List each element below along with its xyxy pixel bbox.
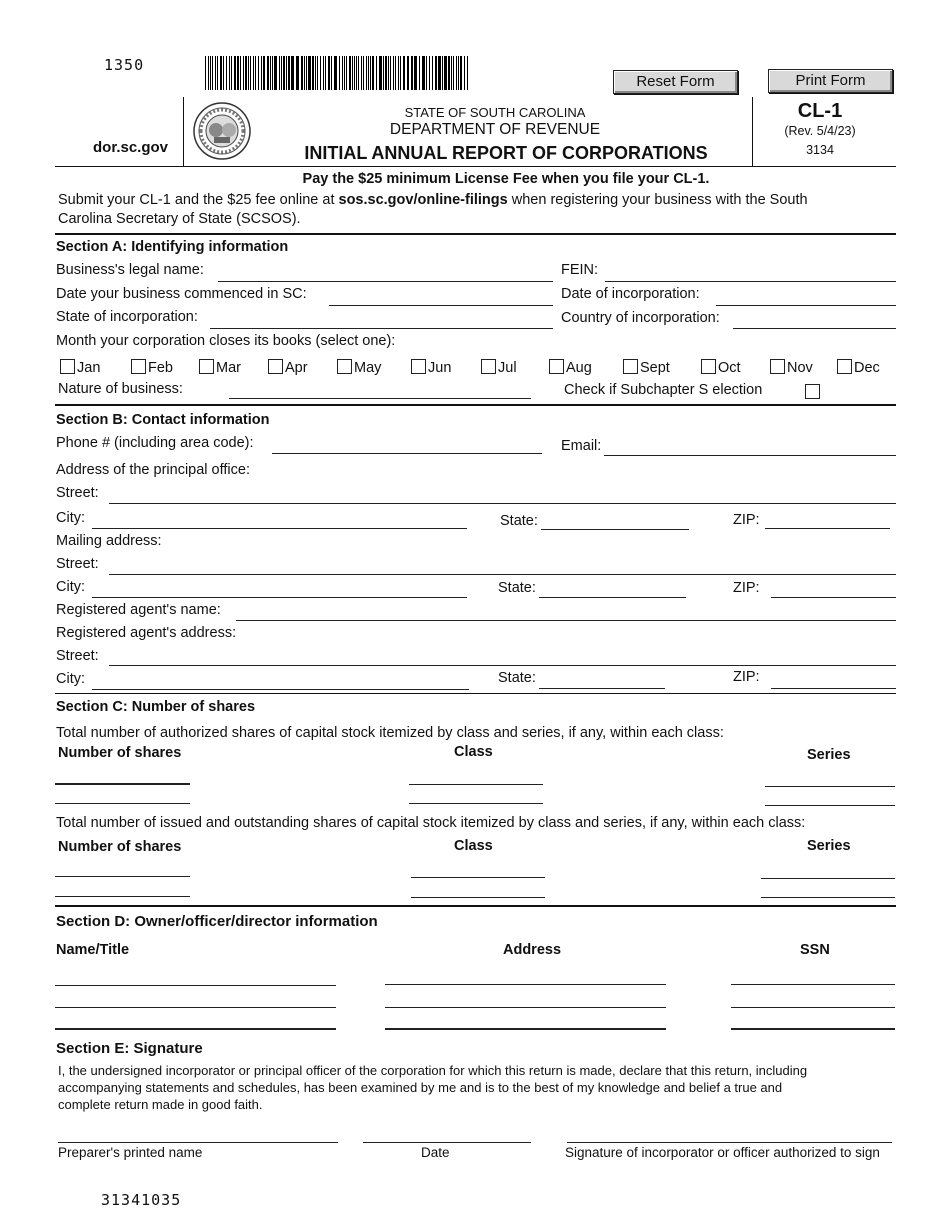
barcode-bar: [258, 56, 259, 90]
print-form-button[interactable]: Print Form: [768, 69, 893, 93]
mailing-address-label: Mailing address:: [56, 533, 162, 549]
barcode-bar: [451, 56, 452, 90]
month-label: Sept: [640, 360, 670, 376]
legal-name-field[interactable]: [218, 281, 553, 282]
barcode-bar: [366, 56, 367, 90]
month-jun[interactable]: [411, 359, 451, 376]
agent-zip-label: ZIP:: [733, 669, 760, 685]
principal-street-label: Street:: [56, 485, 99, 501]
barcode-bar: [263, 56, 265, 90]
submit-instructions-line2: Carolina Secretary of State (SCSOS).: [58, 211, 301, 227]
barcode-bar: [301, 56, 303, 90]
month-apr[interactable]: [268, 359, 308, 376]
nature-business-label: Nature of business:: [58, 381, 183, 397]
issued-col-shares: Number of shares: [58, 839, 182, 855]
authorized-shares-field-2[interactable]: [55, 803, 190, 804]
form-number: 3134: [806, 143, 834, 157]
issued-class-field-2[interactable]: [411, 897, 545, 898]
month-label: Oct: [718, 360, 741, 376]
authorized-col-shares: Number of shares: [58, 745, 182, 761]
submit-prefix: Submit your CL-1 and the $25 fee online at: [58, 192, 339, 208]
barcode-bar: [274, 56, 277, 90]
mailing-zip-field[interactable]: [771, 597, 896, 598]
barcode-bar: [267, 56, 269, 90]
owner-ssn-field-2[interactable]: [731, 1007, 895, 1008]
barcode-bar: [240, 56, 241, 90]
mailing-street-field[interactable]: [109, 574, 896, 575]
barcode-bar: [331, 56, 332, 90]
barcode-bar: [317, 56, 318, 90]
owner-name-field-1[interactable]: [55, 985, 336, 986]
barcode-bar: [237, 56, 239, 90]
barcode-bar: [315, 56, 316, 90]
month-nov[interactable]: [770, 359, 813, 376]
form-title: INITIAL ANNUAL REPORT OF CORPORATIONS: [304, 143, 708, 163]
section-b-rule: [55, 404, 896, 406]
barcode-bar: [323, 56, 324, 90]
barcode-bar: [308, 56, 311, 90]
submit-suffix: when registering your business with the South: [507, 192, 808, 208]
barcode-bar: [215, 56, 216, 90]
submit-instructions: [58, 192, 808, 208]
month-label: Jun: [428, 360, 452, 376]
issued-col-series: Series: [807, 838, 851, 854]
barcode-bar: [253, 56, 254, 90]
header-divider-right: [752, 97, 753, 167]
header-bottom-rule: [55, 166, 896, 167]
col-ssn: SSN: [800, 942, 830, 958]
barcode-bar: [226, 56, 227, 90]
barcode-bar: [379, 56, 382, 90]
barcode: [205, 56, 471, 90]
agent-state-field[interactable]: [539, 688, 665, 689]
state-incorporation-field[interactable]: [210, 328, 553, 329]
state-incorporation-label: State of incorporation:: [56, 309, 198, 325]
checkbox-sept[interactable]: [623, 359, 638, 374]
authorized-shares-field-1[interactable]: [55, 783, 190, 785]
barcode-bar: [231, 56, 232, 90]
month-feb[interactable]: [131, 359, 173, 376]
barcode-bar: [390, 56, 391, 90]
barcode-bar: [223, 56, 224, 90]
barcode-bar: [261, 56, 262, 90]
phone-label: Phone # (including area code):: [56, 435, 254, 451]
barcode-bar: [432, 56, 433, 90]
country-incorporation-label: Country of incorporation:: [561, 310, 720, 326]
agent-name-field[interactable]: [236, 620, 896, 621]
barcode-bar: [270, 56, 271, 90]
barcode-bar: [368, 56, 369, 90]
department-name: DEPARTMENT OF REVENUE: [389, 121, 601, 138]
barcode-bar: [320, 56, 321, 90]
barcode-bar: [372, 56, 374, 90]
barcode-bar: [442, 56, 443, 90]
reset-form-button[interactable]: Reset Form: [613, 70, 738, 94]
authorized-series-field-1[interactable]: [765, 786, 895, 787]
principal-zip-label: ZIP:: [733, 512, 760, 528]
barcode-bar: [312, 56, 314, 90]
section-d-title: Section D: Owner/officer/director information: [56, 913, 378, 930]
owner-address-field-3[interactable]: [385, 1028, 666, 1030]
issued-shares-prompt: Total number of issued and outstanding shares of capital stock itemized by class and series, if any, within each class:: [56, 815, 806, 831]
legal-name-label: Business's legal name:: [56, 262, 204, 278]
principal-state-field[interactable]: [541, 529, 689, 530]
website: dor.sc.gov: [93, 139, 169, 156]
mailing-city-field[interactable]: [92, 597, 467, 598]
barcode-bar: [385, 56, 387, 90]
mailing-zip-label: ZIP:: [733, 580, 760, 596]
barcode-bar: [212, 56, 213, 90]
agent-street-field[interactable]: [109, 665, 896, 666]
mailing-state-label: State:: [498, 580, 536, 596]
month-jan[interactable]: [60, 359, 100, 376]
issued-class-field-1[interactable]: [411, 877, 545, 878]
barcode-bar: [255, 56, 256, 90]
barcode-bar: [438, 56, 441, 90]
state-name: STATE OF SOUTH CAROLINA: [404, 105, 586, 120]
barcode-bar: [344, 56, 345, 90]
barcode-bar: [234, 56, 236, 90]
col-name-title: Name/Title: [56, 942, 130, 958]
barcode-bar: [356, 56, 357, 90]
checkbox-jan[interactable]: [60, 359, 75, 374]
checkbox-feb[interactable]: [131, 359, 146, 374]
checkbox-jul[interactable]: [481, 359, 496, 374]
barcode-bar: [339, 56, 340, 90]
barcode-bar: [243, 56, 244, 90]
barcode-bar: [304, 56, 305, 90]
agent-city-label: City:: [56, 671, 85, 687]
barcode-bar: [342, 56, 343, 90]
month-oct[interactable]: [701, 359, 741, 376]
barcode-bar: [388, 56, 389, 90]
barcode-bar: [370, 56, 371, 90]
barcode-bar: [456, 56, 457, 90]
barcode-bar: [248, 56, 249, 90]
fein-field[interactable]: [605, 281, 896, 282]
barcode-bar: [403, 56, 405, 90]
month-mar[interactable]: [199, 359, 241, 376]
barcode-bar: [460, 56, 462, 90]
barcode-bar: [296, 56, 299, 90]
preparer-name-field[interactable]: [58, 1142, 338, 1143]
footer-code: 31341035: [101, 1191, 182, 1209]
principal-zip-field[interactable]: [765, 528, 890, 529]
principal-street-field[interactable]: [109, 503, 896, 504]
form-code: 1350: [104, 56, 145, 74]
principal-address-label: Address of the principal office:: [56, 462, 250, 478]
barcode-bar: [352, 56, 353, 90]
barcode-bar: [220, 56, 222, 90]
barcode-bar: [400, 56, 401, 90]
authorized-col-series: Series: [807, 747, 851, 763]
section-c-title: Section C: Number of shares: [56, 699, 256, 715]
barcode-bar: [354, 56, 355, 90]
nature-business-field[interactable]: [229, 398, 531, 399]
fee-notice: Pay the $25 minimum License Fee when you file your CL-1.: [302, 171, 710, 187]
section-d-rule: [55, 905, 896, 907]
month-label: Apr: [285, 360, 308, 376]
mailing-city-label: City:: [56, 579, 85, 595]
checkbox-mar[interactable]: [199, 359, 214, 374]
month-label: Nov: [787, 360, 813, 376]
country-incorporation-field[interactable]: [733, 328, 896, 329]
barcode-bar: [328, 56, 330, 90]
barcode-bar: [398, 56, 399, 90]
section-a-rule: [55, 233, 896, 235]
barcode-bar: [411, 56, 413, 90]
barcode-bar: [358, 56, 359, 90]
barcode-bar: [422, 56, 425, 90]
barcode-bar: [429, 56, 430, 90]
issued-series-field-2[interactable]: [761, 897, 895, 898]
agent-name-label: Registered agent's name:: [56, 602, 221, 618]
agent-city-field[interactable]: [92, 689, 469, 690]
authorized-shares-prompt: Total number of authorized shares of capital stock itemized by class and series, if any, within each class:: [56, 725, 724, 741]
signature-field[interactable]: [567, 1142, 892, 1143]
month-label: Feb: [148, 360, 173, 376]
owner-name-field-2[interactable]: [55, 1007, 336, 1008]
owner-name-field-3[interactable]: [55, 1028, 336, 1030]
principal-state-label: State:: [500, 513, 538, 529]
month-label: Mar: [216, 360, 241, 376]
checkbox-jun[interactable]: [411, 359, 426, 374]
authorized-class-field-1[interactable]: [409, 784, 543, 785]
signature-label: Signature of incorporator or officer authorized to sign: [565, 1145, 880, 1160]
month-label: Dec: [854, 360, 880, 376]
barcode-bar: [281, 56, 282, 90]
checkbox-oct[interactable]: [701, 359, 716, 374]
barcode-bar: [306, 56, 307, 90]
month-jul[interactable]: [481, 359, 517, 376]
authorized-series-field-2[interactable]: [765, 805, 895, 806]
phone-field[interactable]: [272, 453, 542, 454]
owner-address-field-1[interactable]: [385, 984, 666, 985]
barcode-bar: [393, 56, 394, 90]
checkbox-apr[interactable]: [268, 359, 283, 374]
barcode-bar: [325, 56, 326, 90]
month-dec[interactable]: [837, 359, 880, 376]
month-may[interactable]: [337, 359, 381, 376]
barcode-bar: [283, 56, 285, 90]
issued-series-field-1[interactable]: [761, 878, 895, 879]
section-c-rule: [55, 693, 896, 694]
declaration-line-1: I, the undersigned incorporator or principal officer of the corporation for which this return is made, declare that this return, including: [58, 1063, 808, 1078]
month-label: May: [354, 360, 382, 376]
issued-col-class: Class: [454, 838, 493, 854]
online-filings-link[interactable]: sos.sc.gov/online-filings: [338, 192, 508, 208]
barcode-bar: [250, 56, 251, 90]
month-prompt: Month your corporation closes its books (select one):: [56, 333, 396, 349]
barcode-bar: [395, 56, 396, 90]
section-a-title: Section A: Identifying information: [56, 239, 289, 255]
barcode-bar: [210, 56, 211, 90]
barcode-bar: [448, 56, 450, 90]
barcode-bar: [453, 56, 454, 90]
barcode-bar: [346, 56, 347, 90]
barcode-bar: [458, 56, 459, 90]
preparer-name-label: Preparer's printed name: [58, 1145, 203, 1160]
barcode-bar: [272, 56, 273, 90]
owner-ssn-field-3[interactable]: [731, 1028, 895, 1030]
barcode-bar: [208, 56, 209, 90]
barcode-bar: [419, 56, 420, 90]
issued-shares-field-2[interactable]: [55, 896, 190, 897]
barcode-bar: [426, 56, 427, 90]
barcode-bar: [376, 56, 377, 90]
col-address: Address: [503, 942, 562, 958]
principal-city-field[interactable]: [92, 528, 467, 529]
agent-address-label: Registered agent's address:: [56, 625, 237, 641]
barcode-bar: [435, 56, 437, 90]
subchapter-s-checkbox[interactable]: [805, 384, 820, 399]
checkbox-nov[interactable]: [770, 359, 785, 374]
barcode-bar: [245, 56, 247, 90]
month-aug[interactable]: [549, 359, 592, 376]
barcode-bar: [444, 56, 447, 90]
barcode-bar: [205, 56, 206, 90]
declaration-line-3: complete return made in good faith.: [58, 1097, 263, 1112]
agent-state-label: State:: [498, 670, 536, 686]
agent-zip-field[interactable]: [771, 688, 896, 689]
email-label: Email:: [561, 438, 602, 454]
form-id: CL-1: [797, 100, 843, 122]
date-label: Date: [421, 1145, 450, 1160]
date-incorporation-field[interactable]: [716, 305, 896, 306]
barcode-bar: [334, 56, 337, 90]
barcode-bar: [229, 56, 230, 90]
barcode-bar: [217, 56, 218, 90]
mailing-street-label: Street:: [56, 556, 99, 572]
month-label: Jan: [77, 360, 101, 376]
subchapter-s-label: Check if Subchapter S election: [564, 382, 763, 398]
date-field[interactable]: [363, 1142, 531, 1143]
month-sept[interactable]: [623, 359, 670, 376]
agent-street-label: Street:: [56, 648, 99, 664]
barcode-bar: [467, 56, 468, 90]
barcode-bar: [464, 56, 465, 90]
issued-shares-field-1[interactable]: [55, 876, 190, 877]
barcode-bar: [407, 56, 409, 90]
principal-city-label: City:: [56, 510, 85, 526]
email-field[interactable]: [604, 455, 896, 456]
date-commenced-label: Date your business commenced in SC:: [56, 286, 307, 302]
barcode-bar: [279, 56, 280, 90]
date-incorporation-label: Date of incorporation:: [561, 286, 700, 302]
revision-date: (Rev. 5/4/23): [784, 124, 856, 138]
owner-address-field-2[interactable]: [385, 1007, 666, 1008]
month-label: Jul: [498, 360, 517, 376]
date-commenced-field[interactable]: [329, 305, 553, 306]
checkbox-aug[interactable]: [549, 359, 564, 374]
barcode-bar: [349, 56, 351, 90]
month-label: Aug: [566, 360, 592, 376]
barcode-bar: [383, 56, 384, 90]
barcode-bar: [414, 56, 417, 90]
mailing-state-field[interactable]: [539, 597, 686, 598]
barcode-bar: [291, 56, 294, 90]
authorized-class-field-2[interactable]: [409, 803, 543, 804]
fein-label: FEIN:: [561, 262, 599, 278]
declaration-line-2: accompanying statements and schedules, has been examined by me and is to the best of my knowledge and belief a true and: [58, 1080, 783, 1095]
barcode-bar: [286, 56, 287, 90]
barcode-bar: [288, 56, 290, 90]
barcode-bar: [361, 56, 362, 90]
owner-ssn-field-1[interactable]: [731, 984, 895, 985]
checkbox-may[interactable]: [337, 359, 352, 374]
barcode-bar: [363, 56, 364, 90]
authorized-col-class: Class: [454, 744, 493, 760]
section-e-title: Section E: Signature: [56, 1040, 203, 1057]
section-b-title: Section B: Contact information: [56, 412, 270, 428]
checkbox-dec[interactable]: [837, 359, 852, 374]
